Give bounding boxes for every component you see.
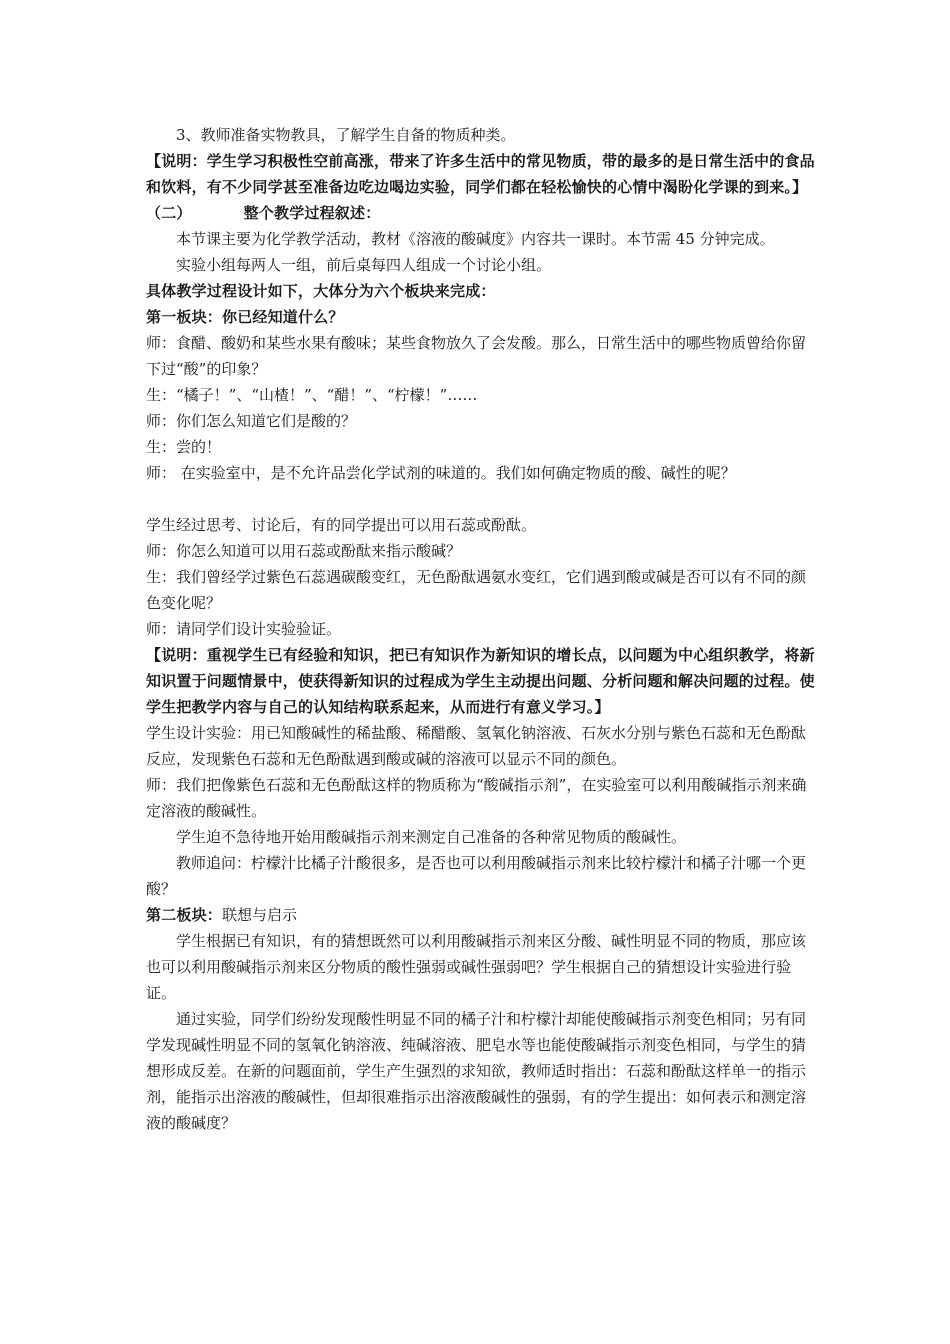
dialogue-student-1: 生：“橘子！”、“山楂！”、“醋！”、“柠檬！”…… [146, 386, 478, 404]
dialogue-teacher-2: 师：你们怎么知道它们是酸的？ [146, 412, 357, 430]
block-2-heading [146, 902, 816, 928]
section-number: （二） [146, 204, 192, 222]
document-page [146, 122, 816, 1136]
dialogue-student-2: 生：尝的！ [146, 438, 222, 456]
paragraph-teacher-question: 教师追问：柠檬汁比橘子汁酸很多，是否也可以利用酸碱指示剂来比较柠檬汁和橘子汁哪一个更酸？ [146, 854, 807, 898]
blank-line [146, 486, 816, 512]
dialogue-teacher-4: 师：你怎么知道可以用石蕊或酚酞来指示酸碱？ [146, 542, 462, 560]
paragraph-student-hypothesis: 学生根据已有知识，有的猜想既然可以利用酸碱指示剂来区分酸、碱性明显不同的物质，那应该也可以利用酸碱指示剂来区分物质的酸性强弱或碱性强弱吧？学生根据自己的猜想设计实验进行验证。 [146, 932, 807, 1002]
section-heading-2 [146, 200, 816, 226]
paragraph-lesson-overview: 本节课主要为化学教学活动，教材《溶液的酸碱度》内容共一课时。本节需 45 分钟完成。 [176, 230, 775, 248]
block-1-heading: 第一板块：你已经知道什么？ [146, 308, 344, 326]
dialogue-student-3: 生：我们曾经学过紫色石蕊遇碳酸变红，无色酚酞遇氨水变红，它们遇到酸或碱是否可以有不同的颜色变化呢？ [146, 568, 807, 612]
block-2-label: 第二板块： [146, 906, 223, 924]
dialogue-teacher-5: 师：请同学们设计实验验证。 [146, 620, 342, 638]
dialogue-teacher-1: 师：食醋、酸奶和某些水果有酸味；某些食物放久了会发酸。那么，日常生活中的哪些物质曾给你留下过“酸”的印象？ [146, 334, 807, 378]
note-explanation-1: 【说明：学生学习积极性空前高涨，带来了许多生活中的常见物质，带的最多的是日常生活中的食品和饮料，有不少同学甚至准备边吃边喝边实验，同学们都在轻松愉快的心情中渴盼化学课的到来。】 [146, 152, 815, 196]
paragraph-process-intro: 具体教学过程设计如下，大体分为六个板块来完成： [146, 282, 496, 300]
paragraph-teacher-prep: 3、教师准备实物教具，了解学生自备的物质种类。 [176, 126, 516, 144]
paragraph-student-discussion: 学生经过思考、讨论后，有的同学提出可以用石蕊或酚酞。 [146, 516, 537, 534]
note-explanation-2: 【说明：重视学生已有经验和知识，把已有知识作为新知识的增长点，以问题为中心组织教学，将新知识置于问题情景中，使获得新知识的过程成为学生主动提出问题、分析问题和解决问题的过程。使学生把教学内容与自己的认知结构联系起来，从而进行有意义学习。】 [146, 646, 815, 716]
section-title: 整个教学过程叙述： [243, 204, 381, 222]
paragraph-groups: 实验小组每两人一组，前后桌每四人组成一个讨论小组。 [176, 256, 552, 274]
paragraph-student-experiment: 学生设计实验：用已知酸碱性的稀盐酸、稀醋酸、氢氧化钠溶液、石灰水分别与紫色石蕊和无色酚酞反应，发现紫色石蕊和无色酚酞遇到酸或碱的溶液可以显示不同的颜色。 [146, 724, 807, 768]
block-2-title: 联想与启示 [222, 906, 298, 924]
dialogue-teacher-6: 师：我们把像紫色石蕊和无色酚酞这样的物质称为“酸碱指示剂”，在实验室可以利用酸碱指示剂来确定溶液的酸碱性。 [146, 776, 807, 820]
paragraph-student-testing: 学生迫不急待地开始用酸碱指示剂来测定自己准备的各种常见物质的酸碱性。 [176, 828, 687, 846]
dialogue-teacher-3: 师： 在实验室中，是不允许品尝化学试剂的味道的。我们如何确定物质的酸、碱性的呢？ [146, 464, 736, 482]
paragraph-experiment-findings: 通过实验，同学们纷纷发现酸性明显不同的橘子汁和柠檬汁却能使酸碱指示剂变色相同；另有同学发现碱性明显不同的氢氧化钠溶液、纯碱溶液、肥皂水等也能使酸碱指示剂变色相同，与学生的猜想形成反差。在新的问题面前，学生产生强烈的求知欲，教师适时指出：石蕊和酚酞这样单一的指示剂，能指示出溶液的酸碱性，但却很难指示出溶液酸碱性的强弱，有的学生提出：如何表示和测定溶液的酸碱度？ [146, 1010, 807, 1132]
